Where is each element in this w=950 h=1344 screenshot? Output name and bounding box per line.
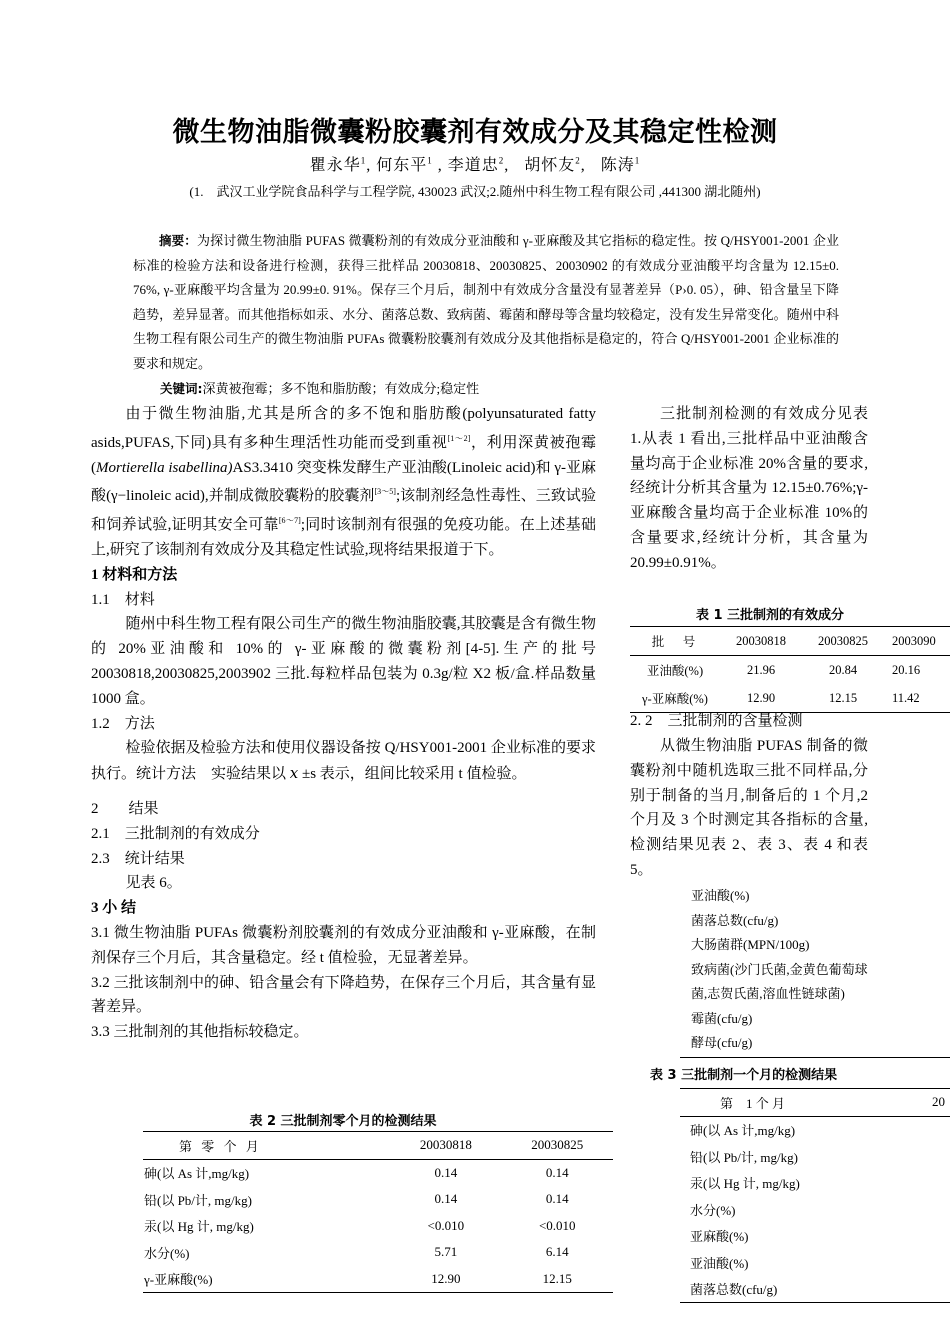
table-header-row: 第 零 个 月 20030818 20030825 xyxy=(143,1132,613,1160)
table-row: γ-亚麻酸(%) 12.90 12.15 11.42 xyxy=(630,684,950,713)
keywords-text: 深黄被孢霉；多不饱和脂肪酸；有效成分;稳定性 xyxy=(202,381,480,396)
table-row: 菌落总数(cfu/g) xyxy=(680,1276,950,1303)
author: 瞿永华 xyxy=(309,157,361,174)
author: 陈涛 xyxy=(600,157,635,174)
table-row-label: 霉菌(cfu/g) xyxy=(691,1010,753,1026)
table-row: γ-亚麻酸(%) 12.90 12.15 xyxy=(143,1266,613,1293)
table-row: 砷(以 As 计,mg/kg) xyxy=(690,1123,796,1139)
table1 xyxy=(630,626,950,713)
table-row: 汞(以 Hg 计, mg/kg) xyxy=(690,1176,800,1192)
stats-paragraph: 见表 6。 xyxy=(125,875,182,892)
table-row-label: 菌,志贺氏菌,溶血性链球菌) xyxy=(691,986,845,1001)
conclusion-item: 3.1 微生物油脂 PUFAs 微囊粉剂胶囊剂的有效成分亚油酸和 γ-亚麻酸，在制剂保存三个月后，其含量稳定。经 t 值检验，无显著差异。 xyxy=(91,924,596,966)
table-row: 水分(%) 5.71 6.14 xyxy=(144,1244,569,1261)
conclusion-item: 3.2 三批该制剂中的砷、铅含量会有下降趋势，在保存三个月后，其含量有显著差异。 xyxy=(91,974,596,1016)
table2-caption: 表 2 三批制剂零个月的检测结果 xyxy=(249,1114,437,1129)
table-header-row: 批 号 20030818 20030825 2003090 xyxy=(630,627,950,656)
subsection-heading: 1.2 方法 xyxy=(91,715,155,732)
xbar-symbol: x xyxy=(289,764,299,783)
table-row: 水分(%) xyxy=(690,1202,736,1218)
intro-paragraph: 由于微生物油脂,尤其是所含的多不饱和脂肪酸(polyunsaturated fatty asids,PUFAS,下同)具有多种生理活性功能而受到重视[1～2]，利用深黄被孢霉(Mortierella isabellina)AS3.3410 突变株发酵生产亚油酸(Linoleic acid)和 γ-亚麻酸(γ−linoleic acid),并制成微胶囊粉的胶囊剂[3～5];该制剂经急性毒性、三致试验和饲养试验,证明其安全可靠[6～7];同时该制剂有很强的免疫功能。在上述基础上,研究了该制剂有效成分及其稳定性试验,现将结果报道于下。 xyxy=(91,406,596,558)
table-row: 亚油酸(%) 21.96 20.84 20.16 xyxy=(646,662,921,678)
abstract-text: 为探讨微生物油脂 PUFAS 微囊粉剂的有效成分亚油酸和 γ-亚麻酸及其它指标的稳定性。按 Q/HSY001-2001 企业标准的检验方法和设备进行检测，获得三批样品 20030818、20030825、20030902 的有效成分亚油酸平均含量为 12.15±0. 76%, γ-亚麻酸平均含量为 20.99±0. 91%。保存三个月后，制剂中有效成分含量没有显著差异（P›0. 05），砷、铅含量呈下降趋势，差异显著。而其他指标如汞、水分、菌落总数、致病菌、霉菌和酵母等含量均较稳定，没有发生异常变化。随州中科生物工程有限公司生产的微生物油脂 PUFAs 微囊粉胶囊剂有效成分及其他指标是稳定的，符合 Q/HSY001-2001 企业标准的要求和规定。 xyxy=(133,233,839,371)
table-row: 亚麻酸(%) xyxy=(690,1229,749,1245)
section-heading: 2 结果 xyxy=(91,800,159,817)
table-row-label: 致病菌(沙门氏菌,金黄色葡萄球 xyxy=(691,961,868,977)
table-row: 砷(以 As 计,mg/kg) 0.14 0.14 xyxy=(144,1164,569,1182)
subsection-heading: 2.3 统计结果 xyxy=(91,850,185,867)
abstract-label: 摘要： xyxy=(159,233,197,248)
subsection-heading: 2.1 三批制剂的有效成分 xyxy=(91,825,260,842)
table-row: 铅(以 Pb/计, mg/kg) 0.14 0.14 xyxy=(144,1191,569,1208)
author: 李道忠 xyxy=(447,157,499,174)
table-row: 亚油酸(%) xyxy=(690,1255,749,1271)
table-row-label: 亚油酸(%) xyxy=(691,888,750,903)
keywords-label: 关键词: xyxy=(160,381,203,396)
table3 xyxy=(680,1088,950,1303)
table-row-label: 菌落总数(cfu/g) xyxy=(691,912,779,928)
content-paragraph: 从微生物油脂 PUFAS 制备的微囊粉剂中随机选取三批不同样品,分别于制备的当月,制备后的 1 个月,2 个月及 3 个时测定其各指标的含量,检测结果见表 2、表 3、表 4 和表 5。 xyxy=(630,738,868,878)
table-row-label: 大肠菌群(MPN/100g) xyxy=(691,937,810,952)
section-heading: 3 小 结 xyxy=(91,900,137,917)
affiliation: (1. 武汉工业学院食品科学与工程学院, 430023 武汉;2.随州中科生物工程有限公司 ,441300 湖北随州) xyxy=(189,184,761,199)
keywords xyxy=(160,378,479,397)
table3-caption: 表 3 三批制剂一个月的检测结果 xyxy=(650,1068,838,1083)
table-row: 铅(以 Pb/计, mg/kg) xyxy=(690,1149,798,1165)
table2 xyxy=(143,1131,613,1293)
materials-paragraph: 随州中科生物工程有限公司生产的微生物油脂胶囊,其胶囊是含有微生物的 20%亚油酸和 10%的 γ-亚麻酸的微囊粉剂[4-5].生产的批号 20030818,20030825,2003902 三批.每粒样品包装为 0.3g/粒 X2 板/盒.样品数量 1000 盒。 xyxy=(91,616,596,707)
table-header-row: 第 1 个 月 20 xyxy=(680,1089,950,1117)
left-column xyxy=(91,402,596,1045)
conclusion-item: 3.3 三批制剂的其他指标较稳定。 xyxy=(91,1024,309,1041)
section-heading: 1 材料和方法 xyxy=(91,566,178,583)
methods-paragraph: 检验依据及检验方法和使用仪器设备按 Q/HSY001-2001 企业标准的要求执行。统计方法 实验结果以 x ±s 表示，组间比较采用 t 值检验。 xyxy=(91,740,596,783)
author: 胡怀友 xyxy=(524,157,576,174)
table-row: 汞(以 Hg 计, mg/kg) <0.010 <0.010 xyxy=(144,1217,576,1235)
table1-caption: 表 1 三批制剂的有效成分 xyxy=(695,608,845,623)
side-table-fragment xyxy=(691,884,868,1056)
abstract xyxy=(133,229,839,376)
subsection-heading: 1.1 材料 xyxy=(91,591,155,608)
right-intro-paragraph: 三批制剂检测的有效成分见表 1.从表 1 看出,三批样品中亚油酸含量均高于企业标准 20%含量的要求,经统计分析其含量为 12.15±0.76%;γ-亚麻酸含量均高于企业标准 10%的含量要求,经统计分析，其含量为 20.99±0.91%。 xyxy=(630,406,868,571)
subsection-heading: 2. 2 三批制剂的含量检测 xyxy=(630,713,803,729)
table-row-label: 酵母(cfu/g) xyxy=(691,1035,753,1050)
author: 何东平 xyxy=(376,157,428,174)
paper-title: 微生物油脂微囊粉胶囊剂有效成分及其稳定性检测 xyxy=(172,117,778,148)
author-list: 瞿永华$^1$, 何东平$^1$ , 李道忠$^2$, 胡怀友$^2$, 陈涛$^1$ xyxy=(309,155,641,174)
table-rule xyxy=(680,1057,950,1058)
